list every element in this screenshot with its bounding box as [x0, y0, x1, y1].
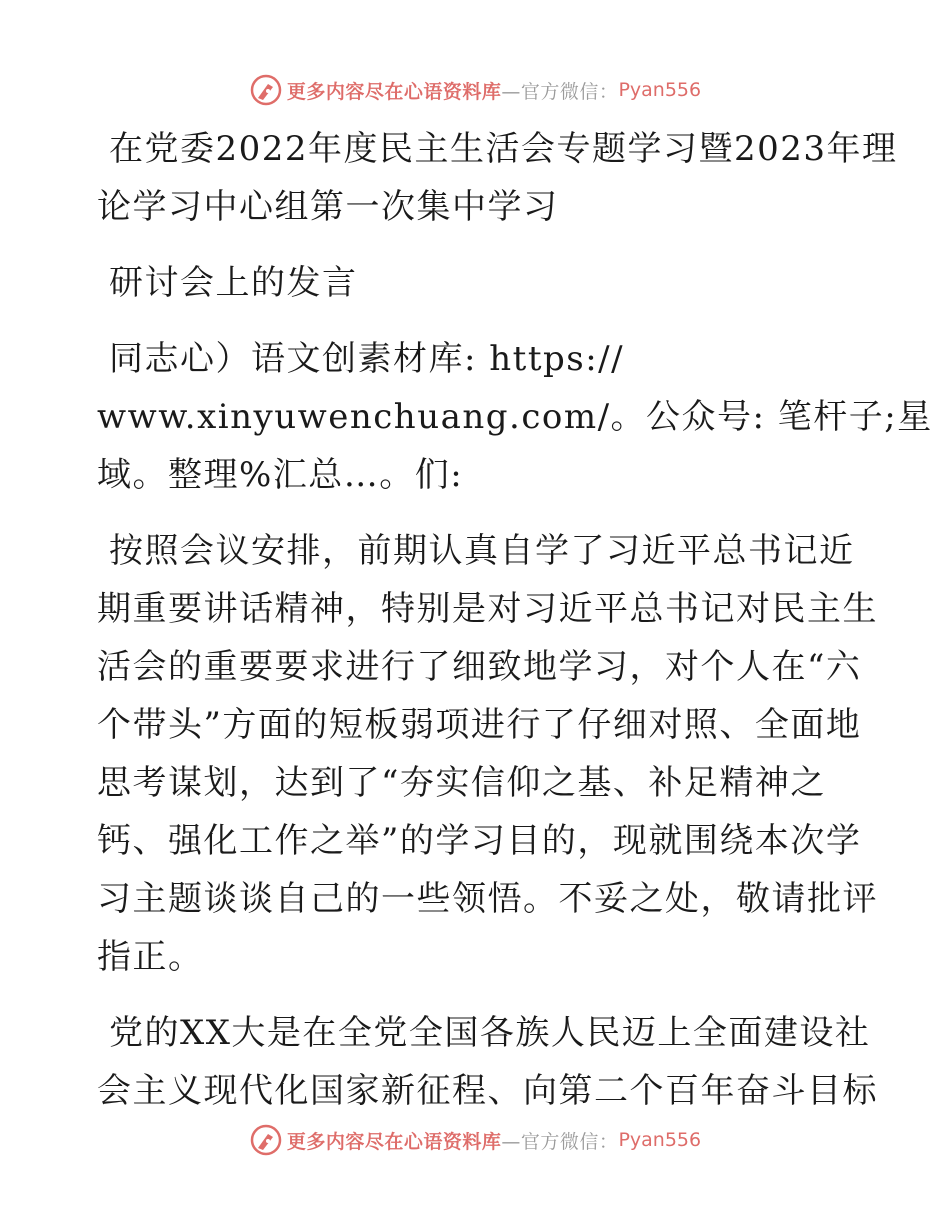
title-line: 在党委2022年度民主生活会专题学习暨2023年理	[109, 129, 898, 169]
paragraph-line: 党的XX大是在全党全国各族人民迈上全面建设社	[109, 1013, 871, 1053]
paragraph-line: 思考谋划，达到了“夯实信仰之基、补足精神之	[97, 763, 826, 803]
paragraph-line: 钙、强化工作之举”的学习目的，现就围绕本次学	[97, 821, 862, 861]
paragraph-line: 期重要讲话精神，特别是对习近平总书记对民主生	[97, 589, 878, 629]
document-subtitle: 研讨会上的发言	[109, 263, 358, 303]
salutation-line: 域。整理%汇总…。们:	[97, 455, 464, 495]
paragraph-line: 按照会议安排，前期认真自学了习近平总书记近	[109, 531, 855, 571]
watermark-text: 更多内容尽在心语资料库	[286, 1130, 502, 1153]
watermark-header	[0, 70, 950, 110]
paragraph-line: 指正。	[97, 937, 204, 977]
pen-nib-logo-icon	[249, 73, 283, 107]
watermark-footer	[0, 1120, 950, 1160]
paragraph-line: 习主题谈谈自己的一些领悟。不妥之处，敬请批评	[97, 879, 878, 919]
salutation-line: www.xinyuwenchuang.com/。公众号: 笔杆子;星	[97, 397, 933, 437]
watermark-separator: —官方微信：	[501, 1130, 619, 1153]
paragraph-intro	[97, 522, 878, 986]
paragraph-congress	[97, 1004, 878, 1120]
watermark-text: 更多内容尽在心语资料库	[286, 80, 502, 103]
watermark-wechat-id: Pyan556	[618, 79, 702, 101]
paragraph-line: 个带头”方面的短板弱项进行了仔细对照、全面地	[97, 705, 862, 745]
document-title	[97, 120, 898, 236]
salutation	[97, 330, 933, 504]
paragraph-line: 活会的重要要求进行了细致地学习，对个人在“六	[97, 647, 862, 687]
paragraph-line: 会主义现代化国家新征程、向第二个百年奋斗目标	[97, 1071, 878, 1111]
pen-nib-logo-icon	[249, 1123, 283, 1157]
salutation-line: 同志心）语文创素材库: https://	[109, 339, 625, 379]
title-line: 论学习中心组第一次集中学习	[97, 187, 559, 227]
document-body	[97, 120, 933, 1120]
watermark-separator: —官方微信：	[501, 80, 619, 103]
watermark-wechat-id: Pyan556	[618, 1129, 702, 1151]
